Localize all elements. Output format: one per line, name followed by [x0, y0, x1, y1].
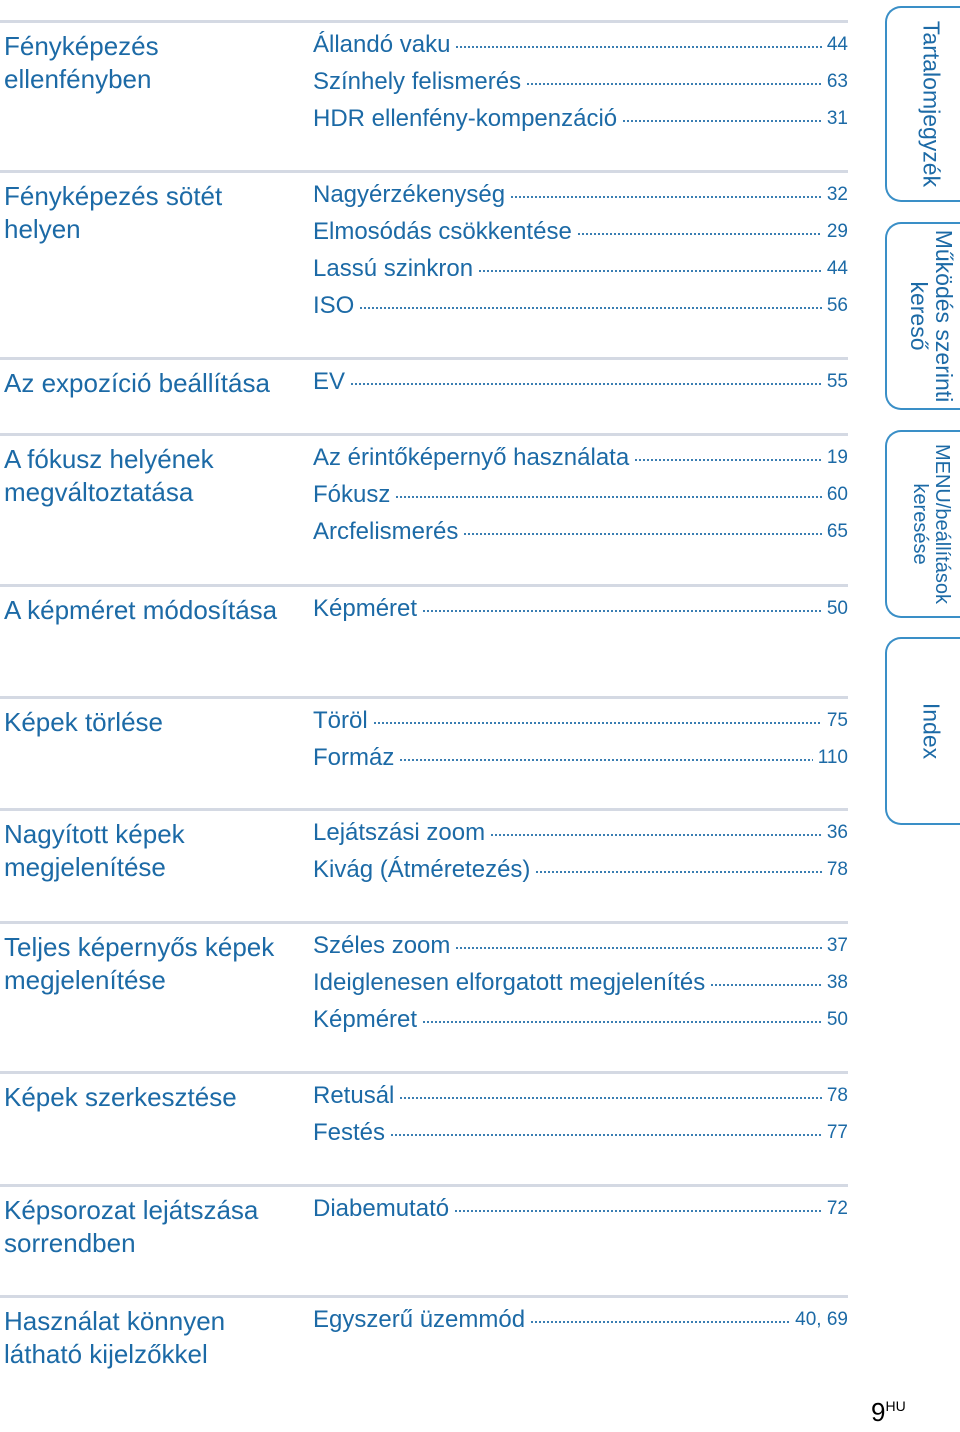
index-entry[interactable]	[313, 1190, 848, 1227]
index-entry[interactable]	[313, 476, 848, 513]
entry-page-number: 44	[826, 33, 848, 55]
tab-label: Index	[918, 702, 945, 760]
index-entry[interactable]	[313, 513, 848, 550]
entry-page-number: 56	[826, 294, 848, 316]
dot-leader	[395, 496, 822, 498]
dot-leader	[399, 759, 812, 761]
index-entry[interactable]	[313, 287, 848, 324]
dot-leader	[422, 610, 822, 612]
entry-label: Retusál	[313, 1081, 395, 1109]
section-divider	[0, 921, 848, 924]
tab-table-of-contents[interactable]	[885, 6, 960, 202]
entry-label: Széles zoom	[313, 931, 451, 959]
section-divider	[0, 584, 848, 587]
entry-page-number: 44	[826, 257, 848, 279]
entry-label: Formáz	[313, 743, 395, 771]
entry-page-number: 29	[826, 220, 848, 242]
dot-leader	[373, 722, 822, 724]
index-entry[interactable]	[313, 250, 848, 287]
entry-label: Ideiglenesen elforgatott megjelenítés	[313, 968, 706, 996]
index-entry[interactable]	[313, 739, 848, 776]
entry-label: Elmosódás csökkentése	[313, 217, 572, 245]
entry-page-number: 19	[826, 446, 848, 468]
index-entry[interactable]	[313, 1077, 848, 1114]
index-entry[interactable]	[313, 851, 848, 888]
entry-page-number: 77	[826, 1121, 848, 1143]
entry-label: ISO	[313, 291, 355, 319]
tab-label: Tartalomjegyzék	[918, 20, 945, 188]
index-entry[interactable]	[313, 363, 848, 400]
entry-page-number: 55	[826, 370, 848, 392]
section-title: Teljes képernyős képek megjelenítése	[4, 932, 275, 995]
index-entry[interactable]	[313, 26, 848, 63]
section-divider	[0, 170, 848, 173]
tab-label: MENU/beállítások keresése	[909, 443, 953, 605]
entry-label: Kivág (Átméretezés)	[313, 855, 531, 883]
dot-leader	[422, 1021, 822, 1023]
section-title: Fényképezés sötét helyen	[4, 181, 223, 244]
entry-label: Diabemutató	[313, 1194, 450, 1222]
entry-page-number: 50	[826, 597, 848, 619]
section-title: Képsorozat lejátszása sorrendben	[4, 1195, 259, 1258]
index-entry[interactable]	[313, 964, 848, 1001]
index-entry[interactable]	[313, 176, 848, 213]
index-entry[interactable]	[313, 1001, 848, 1038]
entry-page-number: 78	[826, 1084, 848, 1106]
entry-label: Arcfelismerés	[313, 517, 459, 545]
section-divider	[0, 1071, 848, 1074]
dot-leader	[510, 196, 822, 198]
dot-leader	[390, 1134, 822, 1136]
page-number-suffix: HU	[885, 1398, 906, 1414]
entry-label: EV	[313, 367, 346, 395]
entry-label: Lejátszási zoom	[313, 818, 486, 846]
entry-page-number: 110	[817, 746, 848, 768]
entry-page-number: 78	[826, 858, 848, 880]
tab-menu-settings-search[interactable]	[885, 430, 960, 618]
entry-page-number: 32	[826, 183, 848, 205]
tab-operation-search[interactable]	[885, 222, 960, 410]
section-divider	[0, 696, 848, 699]
dot-leader	[634, 459, 822, 461]
entry-page-number: 75	[826, 709, 848, 731]
entry-page-number: 36	[826, 821, 848, 843]
dot-leader	[455, 46, 821, 48]
index-entry[interactable]	[313, 702, 848, 739]
dot-leader	[490, 834, 822, 836]
section-divider	[0, 808, 848, 811]
index-entry[interactable]	[313, 590, 848, 627]
tab-label: Működés szerinti kereső	[906, 229, 957, 403]
section-title: Nagyított képek megjelenítése	[4, 819, 185, 882]
section-title: Képek törlése	[4, 707, 163, 737]
entry-label: Egyszerű üzemmód	[313, 1305, 526, 1333]
dot-leader	[526, 83, 822, 85]
entry-page-number: 63	[826, 70, 848, 92]
entry-page-number: 65	[826, 520, 848, 542]
dot-leader	[455, 947, 821, 949]
index-entry[interactable]	[313, 1301, 848, 1338]
entry-label: Lassú szinkron	[313, 254, 474, 282]
section-title: Használat könnyen látható kijelzőkkel	[4, 1306, 226, 1369]
tab-index[interactable]	[885, 637, 960, 825]
index-entry[interactable]	[313, 100, 848, 137]
section-divider	[0, 433, 848, 436]
section-divider	[0, 1295, 848, 1298]
dot-leader	[399, 1097, 821, 1099]
entry-label: HDR ellenfény-kompenzáció	[313, 104, 618, 132]
index-entry[interactable]	[313, 814, 848, 851]
section-title: Az expozíció beállítása	[4, 368, 270, 398]
index-entry[interactable]	[313, 213, 848, 250]
section-title: A képméret módosítása	[4, 595, 278, 625]
entry-page-number: 50	[826, 1008, 848, 1030]
entry-page-number: 38	[826, 971, 848, 993]
dot-leader	[622, 120, 822, 122]
entry-page-number: 60	[826, 483, 848, 505]
entry-page-number: 72	[826, 1197, 848, 1219]
dot-leader	[454, 1210, 822, 1212]
entry-label: Képméret	[313, 594, 418, 622]
page-number	[871, 1397, 906, 1428]
section-title: Képek szerkesztése	[4, 1082, 237, 1112]
entry-label: Az érintőképernyő használata	[313, 443, 630, 471]
entry-page-number: 40, 69	[795, 1308, 848, 1330]
entry-label: Festés	[313, 1118, 386, 1146]
index-entry[interactable]	[313, 1114, 848, 1151]
section-divider	[0, 20, 848, 23]
entry-label: Fókusz	[313, 480, 391, 508]
dot-leader	[710, 984, 822, 986]
index-entry[interactable]	[313, 439, 848, 476]
dot-leader	[463, 533, 822, 535]
entry-label: Képméret	[313, 1005, 418, 1033]
index-entry[interactable]	[313, 63, 848, 100]
section-title: Fényképezés ellenfényben	[4, 31, 159, 94]
entry-label: Nagyérzékenység	[313, 180, 506, 208]
dot-leader	[350, 383, 822, 385]
entry-page-number: 31	[826, 107, 848, 129]
page-number-value: 9	[871, 1397, 886, 1427]
dot-leader	[359, 307, 822, 309]
dot-leader	[577, 233, 822, 235]
dot-leader	[535, 871, 821, 873]
dot-leader	[530, 1321, 790, 1323]
entry-label: Színhely felismerés	[313, 67, 522, 95]
section-divider	[0, 357, 848, 360]
section-title: A fókusz helyének megváltoztatása	[4, 444, 214, 507]
entry-label: Töröl	[313, 706, 368, 734]
dot-leader	[478, 270, 822, 272]
index-entry[interactable]	[313, 927, 848, 964]
entry-page-number: 37	[826, 934, 848, 956]
entry-label: Állandó vaku	[313, 30, 451, 58]
section-divider	[0, 1184, 848, 1187]
